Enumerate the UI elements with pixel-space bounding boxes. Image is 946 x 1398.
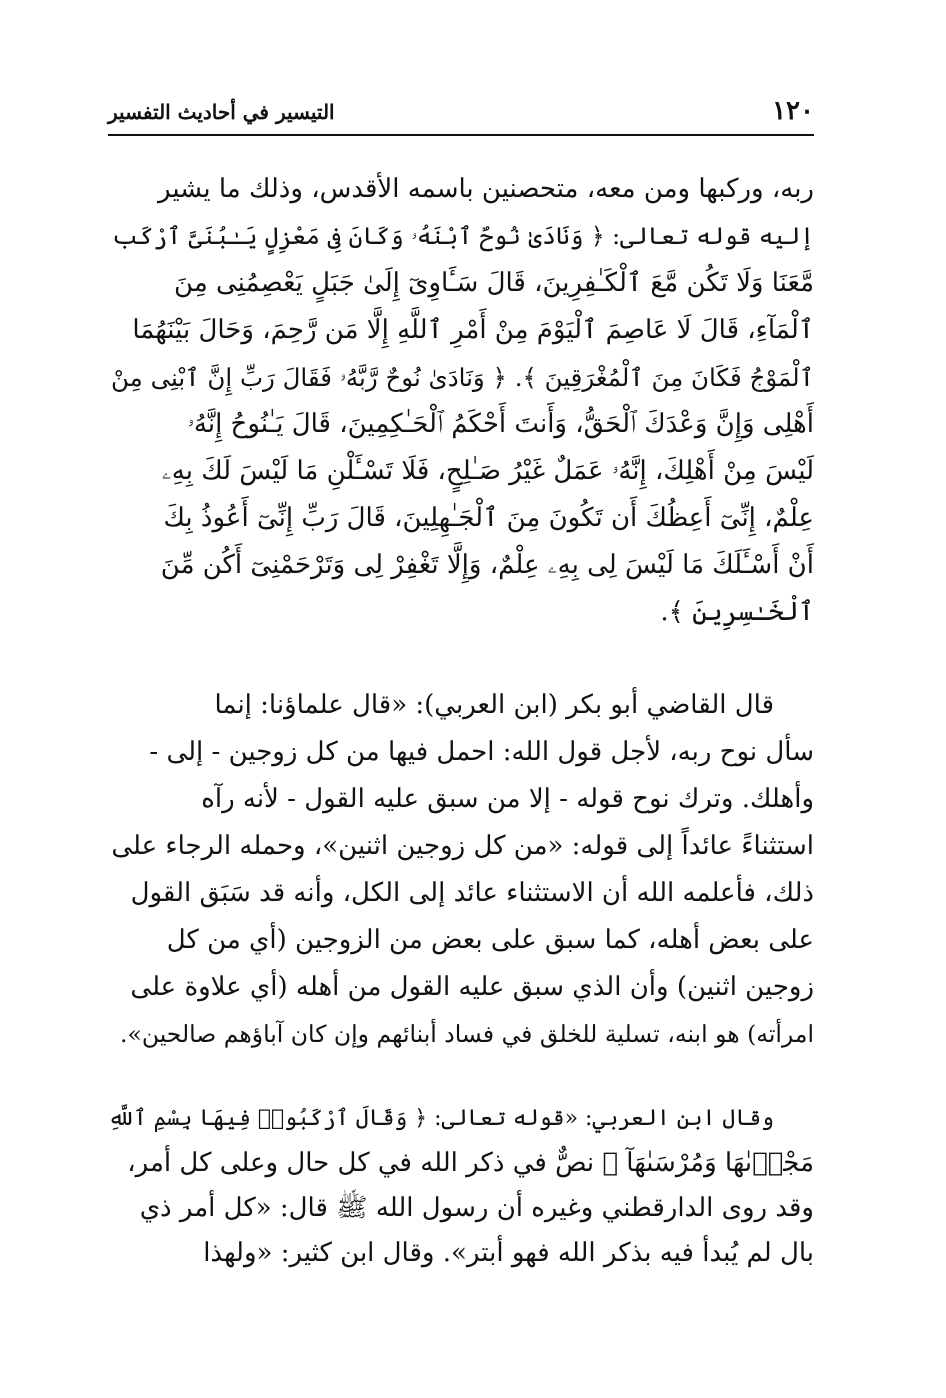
- text-line: على بعض أهله، كما سبق على بعض من الزوجين (أي من كل: [166, 925, 814, 955]
- text-line: إليه قوله تعالى: ﴿ وَنَادَىٰ نُوحٌ ٱبْنَهُۥ وَكَانَ فِى مَعْزِلٍ يَـٰبُنَىَّ ٱرْكَب: [112, 222, 814, 250]
- text-line: زوجين اثنين) وأن الذي سبق عليه القول من أهله (أي علاوة على: [130, 972, 814, 1002]
- text-line: وقال ابن العربي: «قوله تعالى: ﴿ وَقَالَ ٱرْكَبُوا۟ فِيهَا بِسْمِ ٱللَّهِ: [108, 1106, 774, 1131]
- text-line: ذلك، فأعلمه الله أن الاستثناء عائد إلى الكل، وأنه قد سَبَق القول: [130, 878, 814, 908]
- text-line: قال القاضي أبو بكر (ابن العربي): «قال علماؤنا: إنما: [214, 690, 774, 720]
- text-line: وقد روى الدارقطني وغيره أن رسول الله ﷺ قال: «كل أمر ذي: [139, 1193, 814, 1223]
- text-line: أَهْلِى وَإِنَّ وَعْدَكَ ٱلْحَقُّ، وَأَنتَ أَحْكَمُ ٱلْحَـٰكِمِينَ، قَالَ يَـٰنُوحُ إِنَّهُۥ: [187, 409, 814, 439]
- paragraph-ibn-al-arabi-1: [108, 682, 814, 1058]
- text-line: سأل نوح ربه، لأجل قول الله: احمل فيها من كل زوجين - إلى -: [149, 737, 814, 767]
- text-line: وأهلك. وترك نوح قوله - إلا من سبق عليه القول - لأنه رآه: [201, 784, 814, 814]
- text-line: لَيْسَ مِنْ أَهْلِكَ، إِنَّهُۥ عَمَلٌ غَيْرُ صَـٰلِحٍ، فَلَا تَسْـَٔلْنِ مَا لَيْسَ لَكَ بِهِۦ: [161, 456, 814, 486]
- text-line: أَنْ أَسْـَٔلَكَ مَا لَيْسَ لِى بِهِۦ عِلْمٌ، وَإِلَّا تَغْفِرْ لِى وَتَرْحَمْنِىٓ أَكُن مِّنَ: [160, 550, 814, 580]
- text-line: ٱلْمَوْجُ فَكَانَ مِنَ ٱلْمُغْرَقِينَ ﴾. ﴿ وَنَادَىٰ نُوحٌ رَّبَّهُۥ فَقَالَ رَبِّ إِنَّ ٱبْنِى مِنْ: [111, 363, 814, 392]
- text-line: مَجْر۪ىٰهَا وَمُرْسَىٰهَآ ﴾ نصٌّ في ذكر الله في كل حال وعلى كل أمر،: [127, 1148, 814, 1178]
- text-line: ربه، وركبها ومن معه، متحصنين باسمه الأقدس، وذلك ما يشير: [157, 174, 814, 204]
- header-rule: [108, 134, 814, 136]
- text-line: ٱلْمَآءِ، قَالَ لَا عَاصِمَ ٱلْيَوْمَ مِنْ أَمْرِ ٱللَّهِ إِلَّا مَن رَّحِمَ، وَحَالَ بَيْنَهُمَا: [132, 315, 814, 345]
- text-line: ٱلْخَـٰسِرِينَ ﴾.: [660, 597, 814, 627]
- text-line: امرأته) هو ابنه، تسلية للخلق في فساد أبنائهم وإن كان آباؤهم صالحين».: [119, 1020, 814, 1048]
- page-header: [108, 96, 814, 132]
- text-line: استثناءً عائداً إلى قوله: «من كل زوجين اثنين»، وحمله الرجاء على: [111, 831, 814, 861]
- text-line: بال لم يُبدأ فيه بذكر الله فهو أبتر». وقال ابن كثير: «ولهذا: [203, 1238, 814, 1268]
- paragraph-ibn-al-arabi-2: [108, 1096, 814, 1276]
- text-line: عِلْمٌ، إِنِّىٓ أَعِظُكَ أَن تَكُونَ مِنَ ٱلْجَـٰهِلِينَ، قَالَ رَبِّ إِنِّىٓ أَعُوذُ بِكَ: [163, 503, 814, 533]
- paragraph-quran-quote: [108, 166, 814, 636]
- running-title: التيسير في أحاديث التفسير: [108, 100, 335, 124]
- text-line: مَّعَنَا وَلَا تَكُن مَّعَ ٱلْكَـٰفِرِينَ، قَالَ سَـَٔاوِىٓ إِلَىٰ جَبَلٍ يَعْصِمُنِى مِنَ: [174, 268, 814, 298]
- page-number: ١٢٠: [772, 96, 814, 126]
